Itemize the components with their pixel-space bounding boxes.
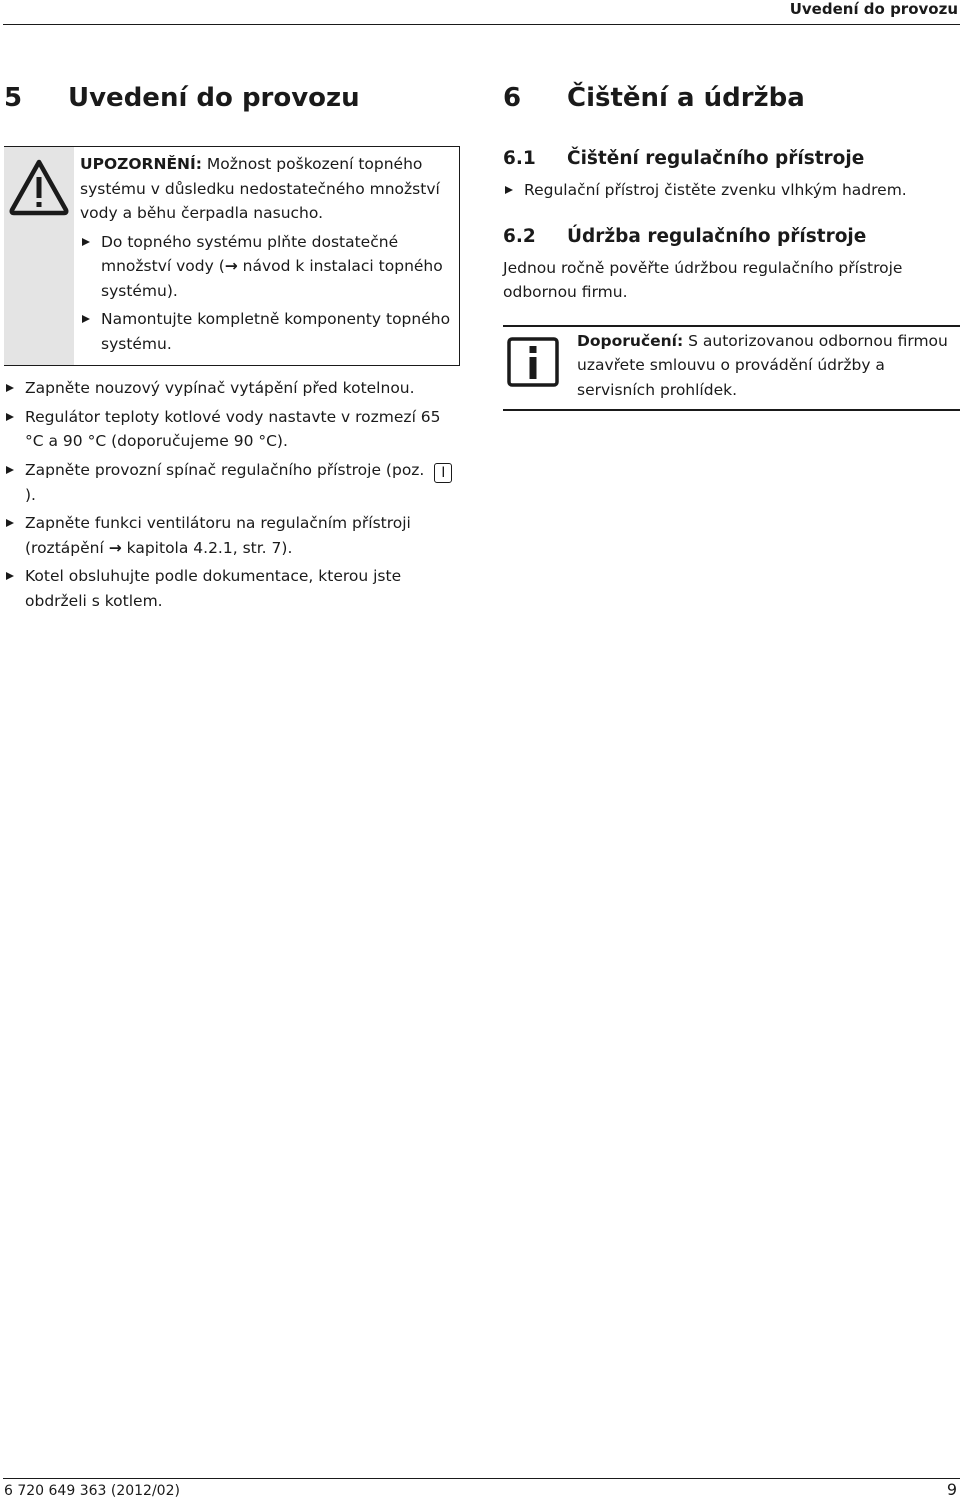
step-1: Zapněte nouzový vypínač vytápění před kotelnou.	[4, 376, 460, 401]
step-2: Regulátor teploty kotlové vody nastavte v rozmezí 65 °C a 90 °C (doporučujeme 90 °C).	[4, 405, 460, 454]
step-3: Zapněte provozní spínač regulačního přístroje (poz. I).	[4, 458, 460, 508]
cleaning-step-1: Regulační přístroj čistěte zvenku vlhkým hadrem.	[503, 178, 960, 203]
cleaning-steps	[503, 178, 960, 203]
recommendation-label: Doporučení:	[577, 331, 684, 350]
bullet-triangle-icon	[6, 519, 14, 527]
step-5: Kotel obsluhujte podle dokumentace, kterou jste obdrželi s kotlem.	[4, 564, 460, 613]
section-5-number: 5	[4, 83, 23, 113]
section-6-number: 6	[503, 83, 522, 113]
left-column	[4, 146, 460, 617]
info-icon	[507, 337, 559, 387]
warning-bullet-2: Namontujte kompletně komponenty topného systému.	[80, 307, 453, 356]
commissioning-steps	[4, 376, 460, 613]
header-rule	[3, 24, 960, 25]
warning-paragraph	[80, 152, 453, 226]
page-number: 9	[946, 1480, 957, 1499]
document-number: 6 720 649 363 (2012/02)	[4, 1483, 180, 1499]
subsection-6-2-title: Údržba regulačního přístroje	[567, 225, 867, 247]
subsection-6-2-number: 6.2	[503, 225, 536, 247]
running-header-title: Uvedení do provozu	[789, 0, 958, 18]
bullet-triangle-icon	[505, 186, 513, 194]
footer-rule	[3, 1478, 960, 1479]
warning-triangle-icon	[8, 157, 70, 217]
warning-message: Možnost poškození topného systému v důsledku nedostatečného množství vody a běhu čerpadla nasucho.	[80, 155, 440, 222]
warning-box	[4, 146, 460, 366]
cross-reference-arrow-icon: →	[108, 538, 122, 557]
warning-content	[80, 152, 453, 360]
bullet-triangle-icon	[6, 384, 14, 392]
cross-reference-arrow-icon: →	[224, 257, 238, 275]
bullet-triangle-icon	[6, 413, 14, 421]
section-5-title: Uvedení do provozu	[68, 83, 360, 113]
bullet-triangle-icon	[82, 315, 90, 323]
subsection-6-1-title: Čištění regulačního přístroje	[567, 148, 865, 169]
maintenance-paragraph: Jednou ročně pověřte údržbou regulačního přístroje odbornou firmu.	[503, 258, 903, 301]
subsection-6-1-heading	[503, 146, 960, 172]
recommendation-box	[503, 325, 960, 411]
bullet-triangle-icon	[82, 238, 90, 246]
section-6-heading	[503, 82, 805, 114]
section-6-title: Čištění a údržba	[567, 83, 805, 113]
recommendation-message: S autorizovanou odbornou firmou uzavřete smlouvu o provádění údržby a servisních prohlídek.	[577, 331, 948, 399]
warning-label: UPOZORNĚNÍ:	[80, 155, 202, 173]
right-column	[503, 146, 960, 411]
bullet-triangle-icon	[6, 572, 14, 580]
bullet-triangle-icon	[6, 466, 14, 474]
step-4: Zapněte funkci ventilátoru na regulačním přístroji (roztápění → kapitola 4.2.1, str. 7).	[4, 511, 460, 560]
subsection-6-2-heading	[503, 224, 960, 250]
subsection-6-1-number: 6.1	[503, 148, 536, 169]
section-5-heading	[4, 82, 360, 114]
position-label-box: I	[434, 463, 452, 483]
recommendation-text	[577, 329, 952, 403]
warning-bullets	[80, 230, 453, 357]
warning-bullet-1: Do topného systému plňte dostatečné množství vody (→ návod k instalaci topného systému).	[80, 230, 453, 304]
